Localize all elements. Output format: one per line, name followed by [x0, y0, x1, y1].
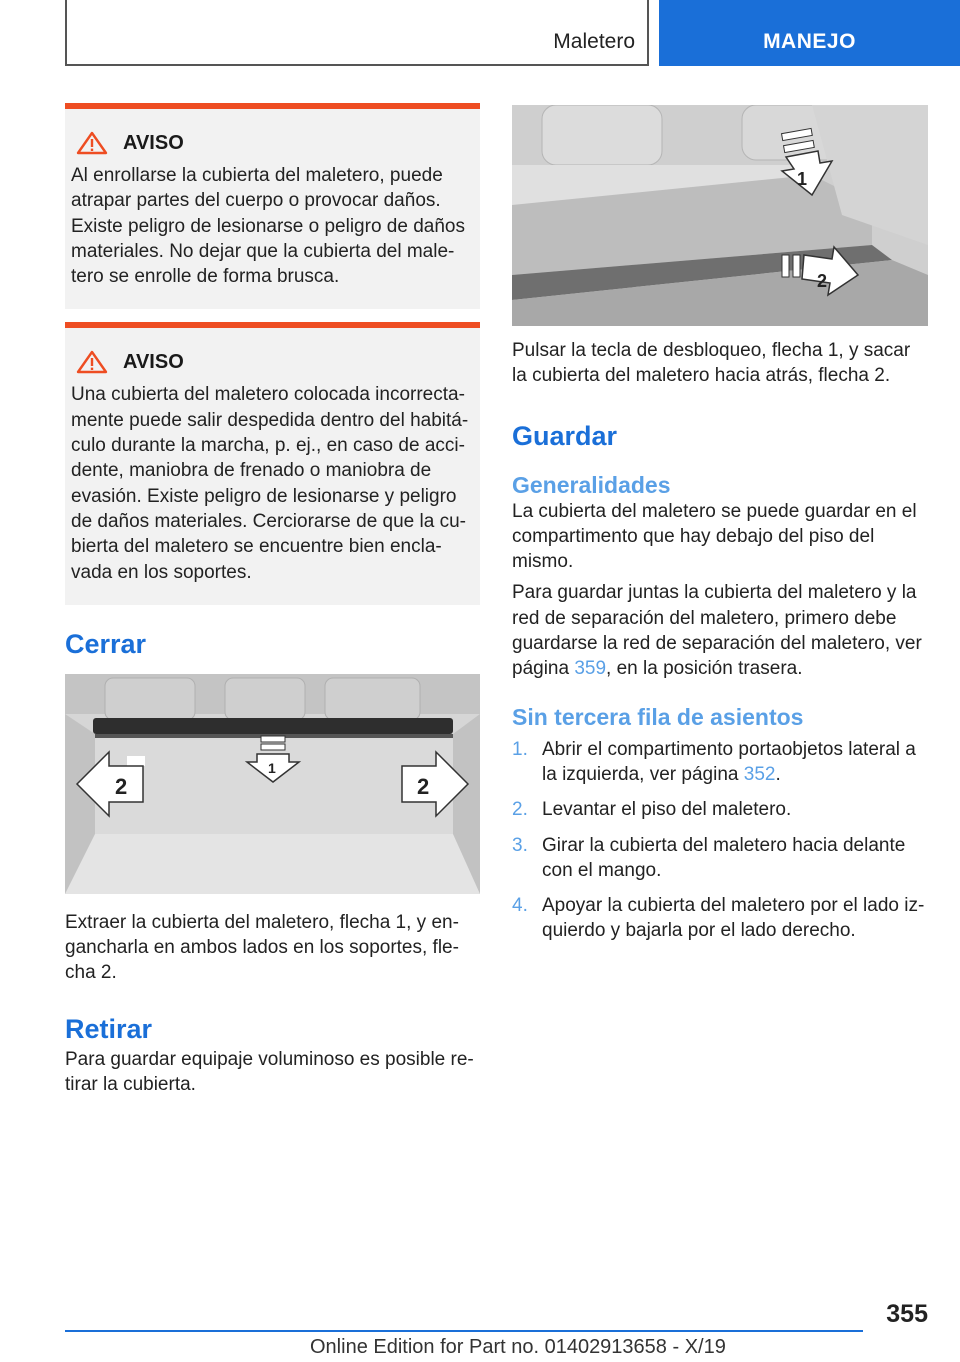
page-link-352[interactable]: 352: [743, 763, 776, 785]
step-text: Apoyar la cubierta del maletero por el lado iz-quierdo y bajarla por el lado derecho.: [542, 895, 925, 942]
footer-divider: [65, 1330, 863, 1332]
paragraph-text: Para guardar juntas la cubierta del maletero y la red de separación del maletero, primero debe guardarse la red de separación del maletero, ver página: [512, 582, 922, 680]
step-number: 2.: [512, 799, 528, 821]
warning-triangle-icon: [75, 131, 109, 155]
footer-edition: Online Edition for Part no. 01402913658 - X/19: [310, 1336, 726, 1358]
figure-label-1: 1: [268, 759, 276, 776]
steps-list: [512, 737, 928, 944]
warning-header: [75, 350, 480, 374]
page-number: 355: [886, 1300, 928, 1328]
section-heading-retirar: Retirar: [65, 1013, 153, 1044]
header-chapter-tab[interactable]: [659, 0, 960, 66]
warning-text: Una cubierta del maletero colocada incorrecta-mente puede salir despedida dentro del habitá-culo durante la marcha, p. ej., en caso de acci-dente, maniobra de frenado o maniobra de evasión. Existe peligro de lesionarse y peligro de daños materiales. Cerciorarse de que la cu-bierta del maletero se encuentre bien encla-vada en los soportes.: [71, 384, 469, 583]
warning-box-2: [65, 322, 480, 604]
figure-caption-retirar: Pulsar la tecla de desbloqueo, flecha 1, y sacar la cubierta del maletero hacia atrás, flecha 2.: [512, 340, 911, 387]
warning-text: Al enrollarse la cubierta del maletero, puede atrapar partes del cuerpo o provocar daños. Existe peligro de lesionarse o peligro de daños materiales. No dejar que la cubierta del male-tero se enrolle de forma brusca.: [71, 165, 465, 288]
figure-label-1: 1: [797, 169, 808, 189]
step-number: 1.: [512, 738, 528, 760]
warning-triangle-icon: [75, 350, 109, 374]
step-text: Girar la cubierta del maletero hacia delante con el mango.: [542, 834, 906, 881]
generalidades-paragraph-1: La cubierta del maletero se puede guardar en el compartimento que hay debajo del piso del mismo.: [512, 500, 917, 573]
list-item: [512, 833, 928, 884]
page-link-359[interactable]: 359: [574, 658, 607, 680]
warning-title: AVISO: [123, 131, 184, 154]
section-heading-guardar: Guardar: [512, 420, 618, 451]
figure-label-2: 2: [817, 271, 828, 291]
warning-box-1: [65, 103, 480, 309]
list-item: [512, 737, 928, 788]
step-text-body: Abrir el compartimento portaobjetos lateral a la izquierda, ver página: [542, 738, 916, 785]
figure-caption-cerrar: Extraer la cubierta del maletero, flecha 1, y en-gancharla en ambos lados en los soportes, fle-cha 2.: [65, 911, 459, 984]
header-chapter-label: MANEJO: [763, 30, 856, 53]
list-item: [512, 797, 928, 822]
figure-label-2-right: 2: [417, 773, 430, 799]
figure-trunk-cover-close: [65, 674, 480, 894]
step-text: Levantar el piso del maletero.: [542, 799, 792, 821]
header-section-box: [65, 0, 649, 66]
header-section-title: Maletero: [553, 30, 635, 53]
right-column: [512, 105, 928, 954]
subheading-generalidades: Generalidades: [512, 471, 671, 498]
left-column: [65, 103, 480, 1097]
generalidades-paragraph-2: [512, 580, 928, 681]
section-heading-cerrar: Cerrar: [65, 628, 147, 659]
paragraph-text: , en la posición trasera.: [606, 658, 803, 680]
subheading-sin-tercera-fila: Sin tercera fila de asientos: [512, 703, 804, 730]
step-number: 3.: [512, 834, 528, 856]
retirar-text: Para guardar equipaje voluminoso es posible re-tirar la cubierta.: [65, 1048, 474, 1096]
figure-trunk-cover-remove: [512, 105, 928, 326]
step-text: [542, 737, 928, 788]
step-text-end: .: [775, 763, 781, 785]
list-item: [512, 893, 928, 944]
figure-label-2-left: 2: [115, 773, 128, 799]
step-number: 4.: [512, 895, 528, 917]
warning-header: [75, 131, 480, 155]
warning-title: AVISO: [123, 350, 184, 373]
